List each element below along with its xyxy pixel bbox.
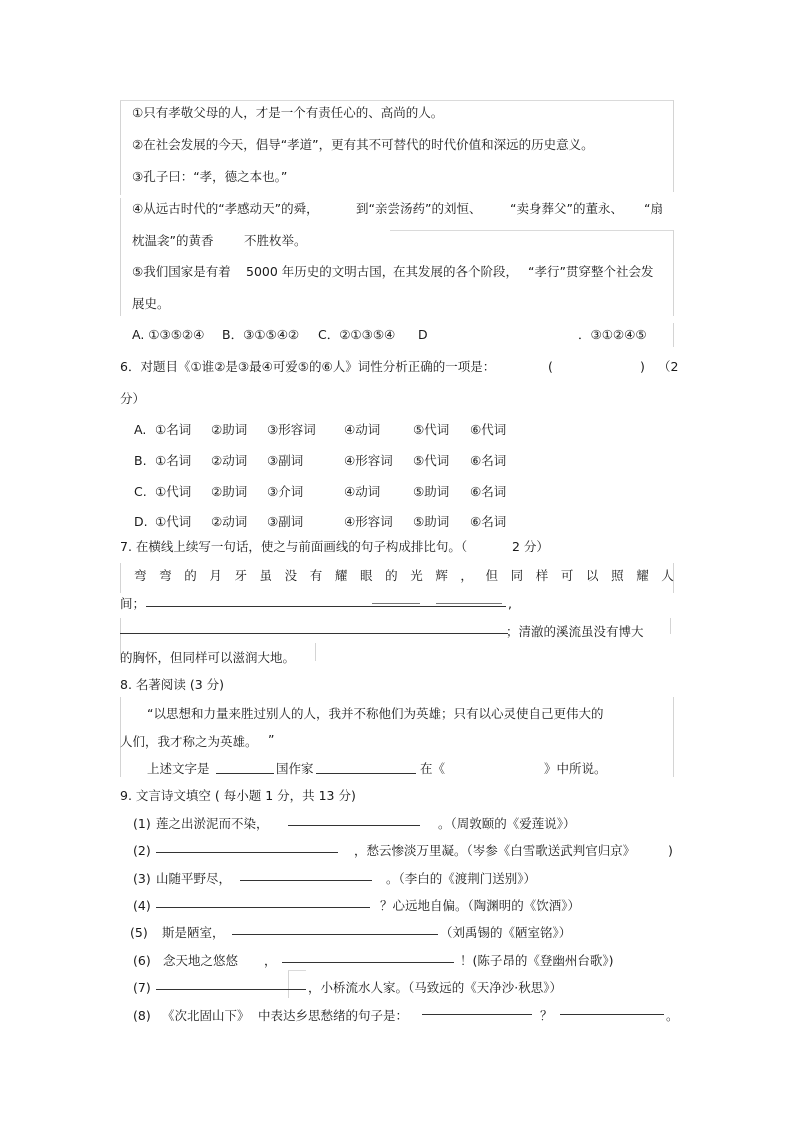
q9-item-text: 念天地之悠悠 xyxy=(163,953,239,968)
q7-example-char: 有 xyxy=(309,568,323,583)
q8-blank-author[interactable] xyxy=(316,773,416,774)
q5-sentence-4: “扇 xyxy=(644,201,663,216)
q7-line2-start: 间； xyxy=(120,596,146,611)
q9-item-text: 《次北固山下》 xyxy=(162,1008,250,1023)
q7-example-char: 照 xyxy=(611,568,624,583)
q9-item-number: (5) xyxy=(130,925,148,940)
q5-sentence-5: 展史。 xyxy=(132,296,170,311)
q9-item-blank[interactable] xyxy=(422,1014,532,1015)
q6-option-item: ②助词 xyxy=(211,484,248,499)
q6-score: （2 xyxy=(658,359,679,374)
q7-example-char: ， xyxy=(460,568,473,583)
q6-option-item: ⑥代词 xyxy=(470,422,507,437)
q7-answer-line xyxy=(436,603,502,604)
frame-line xyxy=(120,563,121,593)
q9-item-blank[interactable] xyxy=(232,934,438,935)
q7-example-char: 样 xyxy=(535,568,549,583)
q6-option-item: ③形容词 xyxy=(267,422,316,437)
q9-item-source: 。（李白的《渡荆门送别》） xyxy=(386,871,537,886)
q7-example-char: 可 xyxy=(560,568,574,583)
q6-option-item: ⑤代词 xyxy=(413,453,450,468)
q8-quote: “以思想和力量来胜过别人的人，我并不称他们为英雄；只有以心灵使自己更伟大的 xyxy=(147,706,604,721)
q8-quote-end: ” xyxy=(268,732,275,747)
q5-option-c: C．②①③⑤④ xyxy=(318,327,396,342)
q7-example-char: 但 xyxy=(485,568,499,583)
q6-option-item: ②动词 xyxy=(211,453,248,468)
q8-fill-text: 国作家 xyxy=(276,761,314,776)
q9-item-text: 斯是陋室， xyxy=(162,925,225,940)
q7-stem: 7. 在横线上续写一句话，使之与前面画线的句子构成排比句。（ xyxy=(120,539,468,554)
q9-item-source: ？心远地自偏。（陶渊明的《饮酒》） xyxy=(380,898,581,913)
q5-option-d: ．③①②④⑤ xyxy=(578,327,647,342)
q7-line4: 的胸怀，但同样可以滋润大地。 xyxy=(120,650,296,665)
frame-line xyxy=(120,100,121,195)
q9-item-number: (1) xyxy=(133,816,151,831)
q7-example-char: 耀 xyxy=(636,568,649,583)
q6-option-item: ④形容词 xyxy=(344,453,393,468)
q5-sentence-5: “孝行”贯穿整个社会发 xyxy=(528,264,654,279)
frame-line xyxy=(315,643,316,661)
q6-option-item: ④形容词 xyxy=(344,514,393,529)
frame-line xyxy=(288,970,306,971)
q7-example-char: 牙 xyxy=(234,568,247,583)
q9-item-source: ，小桥流水人家。（马致远的《天净沙·秋思》） xyxy=(308,980,562,995)
q9-item-blank[interactable] xyxy=(560,1014,664,1015)
q9-item-number: (7) xyxy=(133,980,151,995)
q6-option-item: ②助词 xyxy=(211,422,248,437)
frame-line xyxy=(670,618,671,634)
q6-option-item: ⑤代词 xyxy=(413,422,450,437)
q7-example-char: 眼 xyxy=(359,568,373,583)
q5-sentence-2: ②在社会发展的今天，倡导“孝道”，更有其不可替代的时代价值和深远的历史意义。 xyxy=(132,137,594,152)
q6-stem: 6．对题目《①谁②是③最④可爱⑤的⑥人》词性分析正确的一项是： xyxy=(120,359,496,374)
q7-answer-line[interactable] xyxy=(120,633,508,634)
q6-option-letter: A. xyxy=(134,422,147,437)
q5-sentence-5: 5000 年历史的文明古国， xyxy=(246,264,395,279)
q7-answer-line xyxy=(372,603,420,604)
q8-fill-text: 在《 xyxy=(420,761,446,776)
q6-score: 分） xyxy=(120,391,146,406)
q6-option-item: ②动词 xyxy=(211,514,248,529)
q6-option-item: ⑥名词 xyxy=(470,453,507,468)
q6-option-letter: C. xyxy=(134,484,147,499)
q6-option-item: ⑥名词 xyxy=(470,484,507,499)
q9-item-blank[interactable] xyxy=(282,962,454,963)
q6-option-item: ①代词 xyxy=(155,514,192,529)
q9-item-blank[interactable] xyxy=(288,825,420,826)
q5-sentence-4: 不胜枚举。 xyxy=(244,233,307,248)
q9-item-blank[interactable] xyxy=(240,880,372,881)
q9-item-text: 莲之出淤泥而不染， xyxy=(156,816,269,831)
q9-item-source: ，愁云惨淡万里凝。（岑参《白雪歌送武判官归京》 xyxy=(354,843,636,858)
q7-example-char: 辉 xyxy=(435,568,448,583)
frame-line xyxy=(120,100,673,101)
q6-answer-paren: ( xyxy=(548,359,553,374)
frame-line xyxy=(673,100,674,192)
q9-item-end: ) xyxy=(668,843,673,858)
q9-item-number: (4) xyxy=(133,898,151,913)
q6-option-item: ①名词 xyxy=(155,422,192,437)
q5-sentence-4: ④从远古时代的“孝感动天”的舜， xyxy=(132,201,319,216)
q7-example-sentence xyxy=(134,570,674,583)
q7-example-char: 没 xyxy=(284,568,298,583)
q5-sentence-5: 在其发展的各个阶段， xyxy=(393,264,519,279)
q7-example-char: 的 xyxy=(184,568,197,583)
q5-option-b: B．③①⑤④② xyxy=(222,327,300,342)
q5-sentence-1: ①只有孝敬父母的人，才是一个有责任心的、高尚的人。 xyxy=(132,105,444,120)
q5-sentence-4: 枕温衾”的黄香 xyxy=(132,233,214,248)
frame-line xyxy=(120,198,121,316)
q9-item-number: (2) xyxy=(133,843,151,858)
q6-option-item: ①代词 xyxy=(155,484,192,499)
q6-option-item: ④动词 xyxy=(344,484,381,499)
q9-item-source: 。（周敦颐的《爱莲说》） xyxy=(438,816,576,831)
q7-example-char: 人 xyxy=(661,568,674,583)
q8-fill-text: 上述文字是 xyxy=(147,761,210,776)
q9-item-end: 。 xyxy=(666,1008,679,1023)
frame-line xyxy=(390,230,673,231)
q9-item-blank[interactable] xyxy=(156,907,370,908)
q5-sentence-3: ③孔子曰：“孝，德之本也。” xyxy=(132,169,288,184)
frame-line xyxy=(288,970,289,998)
q5-sentence-5: ⑤我们国家是有着 xyxy=(132,264,231,279)
q8-blank-country[interactable] xyxy=(216,773,274,774)
q7-example-char: 同 xyxy=(510,568,524,583)
q6-option-item: ③介词 xyxy=(267,484,304,499)
q6-option-item: ⑥名词 xyxy=(470,514,507,529)
q9-item-number: (3) xyxy=(133,871,151,886)
q9-item-number: (6) xyxy=(133,953,151,968)
q9-title: 9. 文言诗文填空 ( 每小题 1 分，共 13 分) xyxy=(120,788,356,803)
q6-option-item: ⑤助词 xyxy=(413,484,450,499)
q9-item-blank[interactable] xyxy=(156,852,338,853)
q9-item-blank[interactable] xyxy=(156,989,306,990)
q7-example-char: 以 xyxy=(585,568,599,583)
q6-option-letter: D. xyxy=(134,514,148,529)
q7-answer-line[interactable] xyxy=(146,606,506,607)
q6-option-letter: B. xyxy=(134,453,147,468)
q7-line3-end: ；清澈的溪流虽没有博大 xyxy=(506,624,644,639)
q8-quote: 人们，我才称之为英雄。 xyxy=(120,734,258,749)
frame-line xyxy=(673,323,674,347)
q9-item-text: ， xyxy=(264,953,277,968)
q7-score: 2 分） xyxy=(512,539,549,554)
q7-example-char: 虽 xyxy=(259,568,273,583)
q9-item-source: （刘禹锡的《陋室铭》） xyxy=(440,925,572,940)
q7-example-char: 弯 xyxy=(159,568,172,583)
q7-example-char: 月 xyxy=(209,568,222,583)
q9-item-number: (8) xyxy=(133,1008,151,1023)
q7-example-char: 弯 xyxy=(134,568,147,583)
q6-option-item: ⑤助词 xyxy=(413,514,450,529)
frame-line xyxy=(673,697,674,777)
frame-line xyxy=(673,230,674,316)
q6-option-item: ③副词 xyxy=(267,453,304,468)
q5-sentence-4: 到“亲尝汤药”的刘恒、 xyxy=(356,201,482,216)
q7-example-char: 的 xyxy=(385,568,398,583)
q8-fill-text: 》中所说。 xyxy=(544,761,607,776)
q7-example-char: 光 xyxy=(410,568,423,583)
q6-answer-paren: ) xyxy=(640,359,645,374)
q9-item-separator: ？ xyxy=(540,1008,553,1023)
q7-comma-mark: , xyxy=(508,596,512,611)
q9-item-text: 山随平野尽， xyxy=(156,871,232,886)
q9-item-source: ！(陈子昂的《登幽州台歌》) xyxy=(460,953,614,968)
q9-item-text: 中表达乡思愁绪的句子是： xyxy=(258,1008,409,1023)
q5-sentence-4: “卖身葬父”的董永、 xyxy=(510,201,623,216)
q7-example-char: 耀 xyxy=(334,568,348,583)
q8-title: 8. 名著阅读 (3 分) xyxy=(120,677,225,692)
q6-option-item: ①名词 xyxy=(155,453,192,468)
q6-option-item: ④动词 xyxy=(344,422,381,437)
q5-option-a: A. ①③⑤②④ xyxy=(132,327,205,342)
q6-option-item: ③副词 xyxy=(267,514,304,529)
q5-option-d: D xyxy=(418,327,428,342)
